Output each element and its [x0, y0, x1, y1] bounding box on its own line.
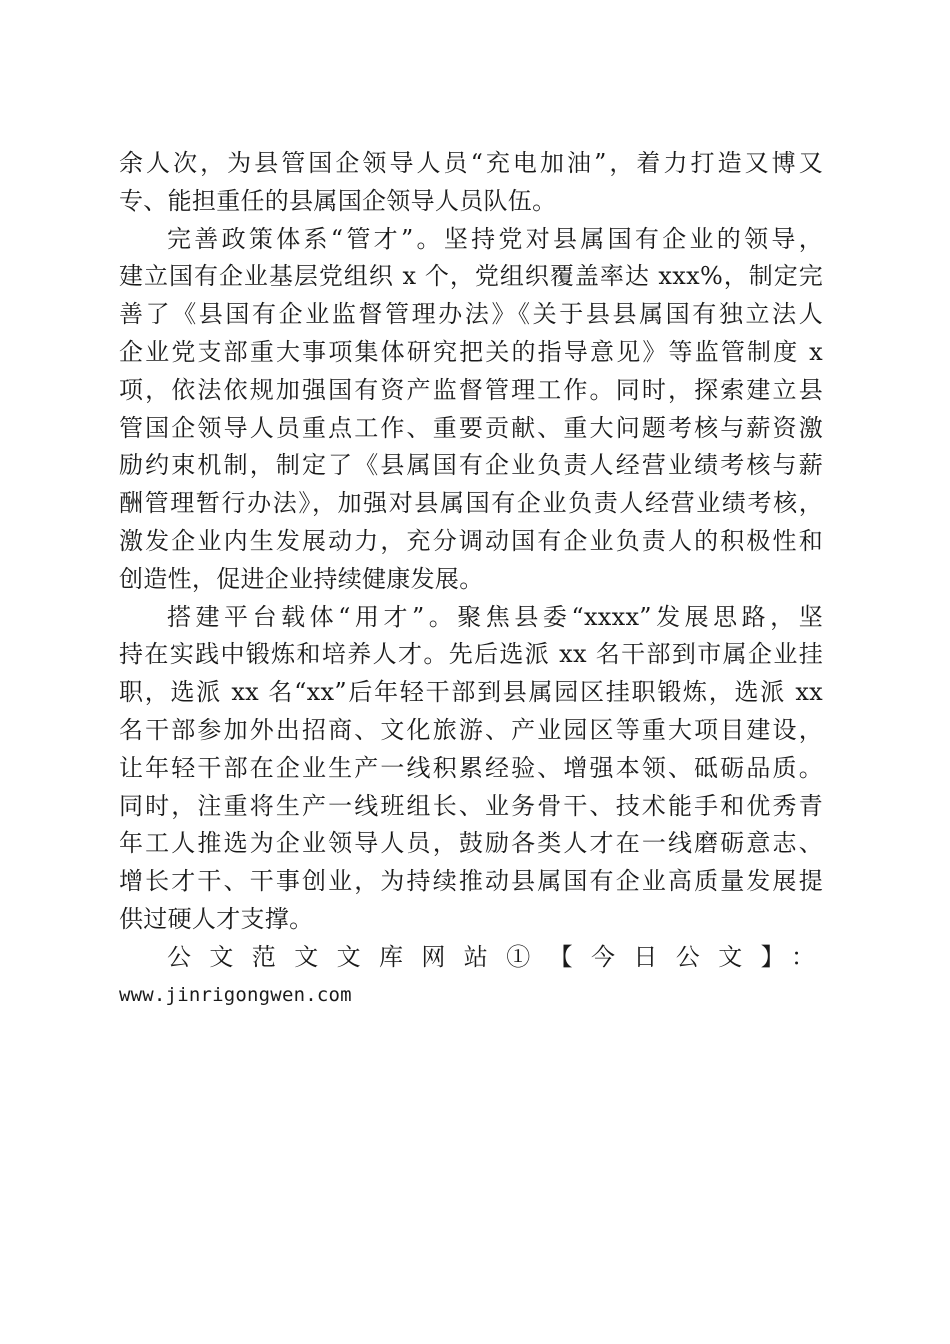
text-line: 创造性，促进企业持续健康发展。: [119, 564, 484, 593]
text-line: 供过硬人才支撑。: [119, 904, 314, 933]
text-line: 管国企领导人员重点工作、重要贡献、重大问题考核与薪资激: [119, 413, 823, 442]
document-body: [119, 145, 823, 1014]
text-line: 让年轻干部在企业生产一线积累经验、增强本领、砥砺品质。: [119, 753, 823, 782]
paragraph-heading-line: 完善政策体系“管才”。坚持党对县属国有企业的领导，: [167, 224, 823, 253]
paragraph-heading-line: 搭建平台载体“用才”。聚焦县委“xxxx”发展思路，坚: [167, 602, 823, 631]
text-line: 职，选派 xx 名“xx”后年轻干部到县属园区挂职锻炼，选派 xx: [119, 678, 823, 707]
text-line: 名干部参加外出招商、文化旅游、产业园区等重大项目建设，: [119, 715, 823, 744]
text-line: 酬管理暂行办法》，加强对县属国有企业负责人经营业绩考核，: [119, 489, 823, 518]
text-line: 善了《县国有企业监督管理办法》《关于县县属国有独立法人: [119, 300, 823, 329]
text-line: 项，依法依规加强国有资产监督管理工作。同时，探索建立县: [119, 375, 823, 404]
footer-site-label: 公文范文文库网站①【今日公文】：: [167, 942, 823, 971]
text-line: 增长才干、干事创业，为持续推动县属国有企业高质量发展提: [119, 867, 823, 896]
text-line: 年工人推选为企业领导人员，鼓励各类人才在一线磨砺意志、: [119, 829, 823, 858]
text-line: 同时，注重将生产一线班组长、业务骨干、技术能手和优秀青: [119, 791, 823, 820]
text-line: 励约束机制，制定了《县属国有企业负责人经营业绩考核与薪: [119, 451, 823, 480]
text-line: 企业党支部重大事项集体研究把关的指导意见》等监管制度 x: [119, 337, 823, 366]
text-line: 持在实践中锻炼和培养人才。先后选派 xx 名干部到市属企业挂: [119, 640, 823, 669]
text-line: 建立国有企业基层党组织 x 个，党组织覆盖率达 xxx%，制定完: [119, 262, 823, 291]
text-line: 激发企业内生发展动力，充分调动国有企业负责人的积极性和: [119, 526, 823, 555]
text-line: 专、能担重任的县属国企领导人员队伍。: [119, 186, 557, 215]
text-line: 余人次，为县管国企领导人员“充电加油”，着力打造又博又: [119, 149, 823, 177]
footer-url-link[interactable]: www.jinrigongwen.com: [119, 983, 352, 1006]
